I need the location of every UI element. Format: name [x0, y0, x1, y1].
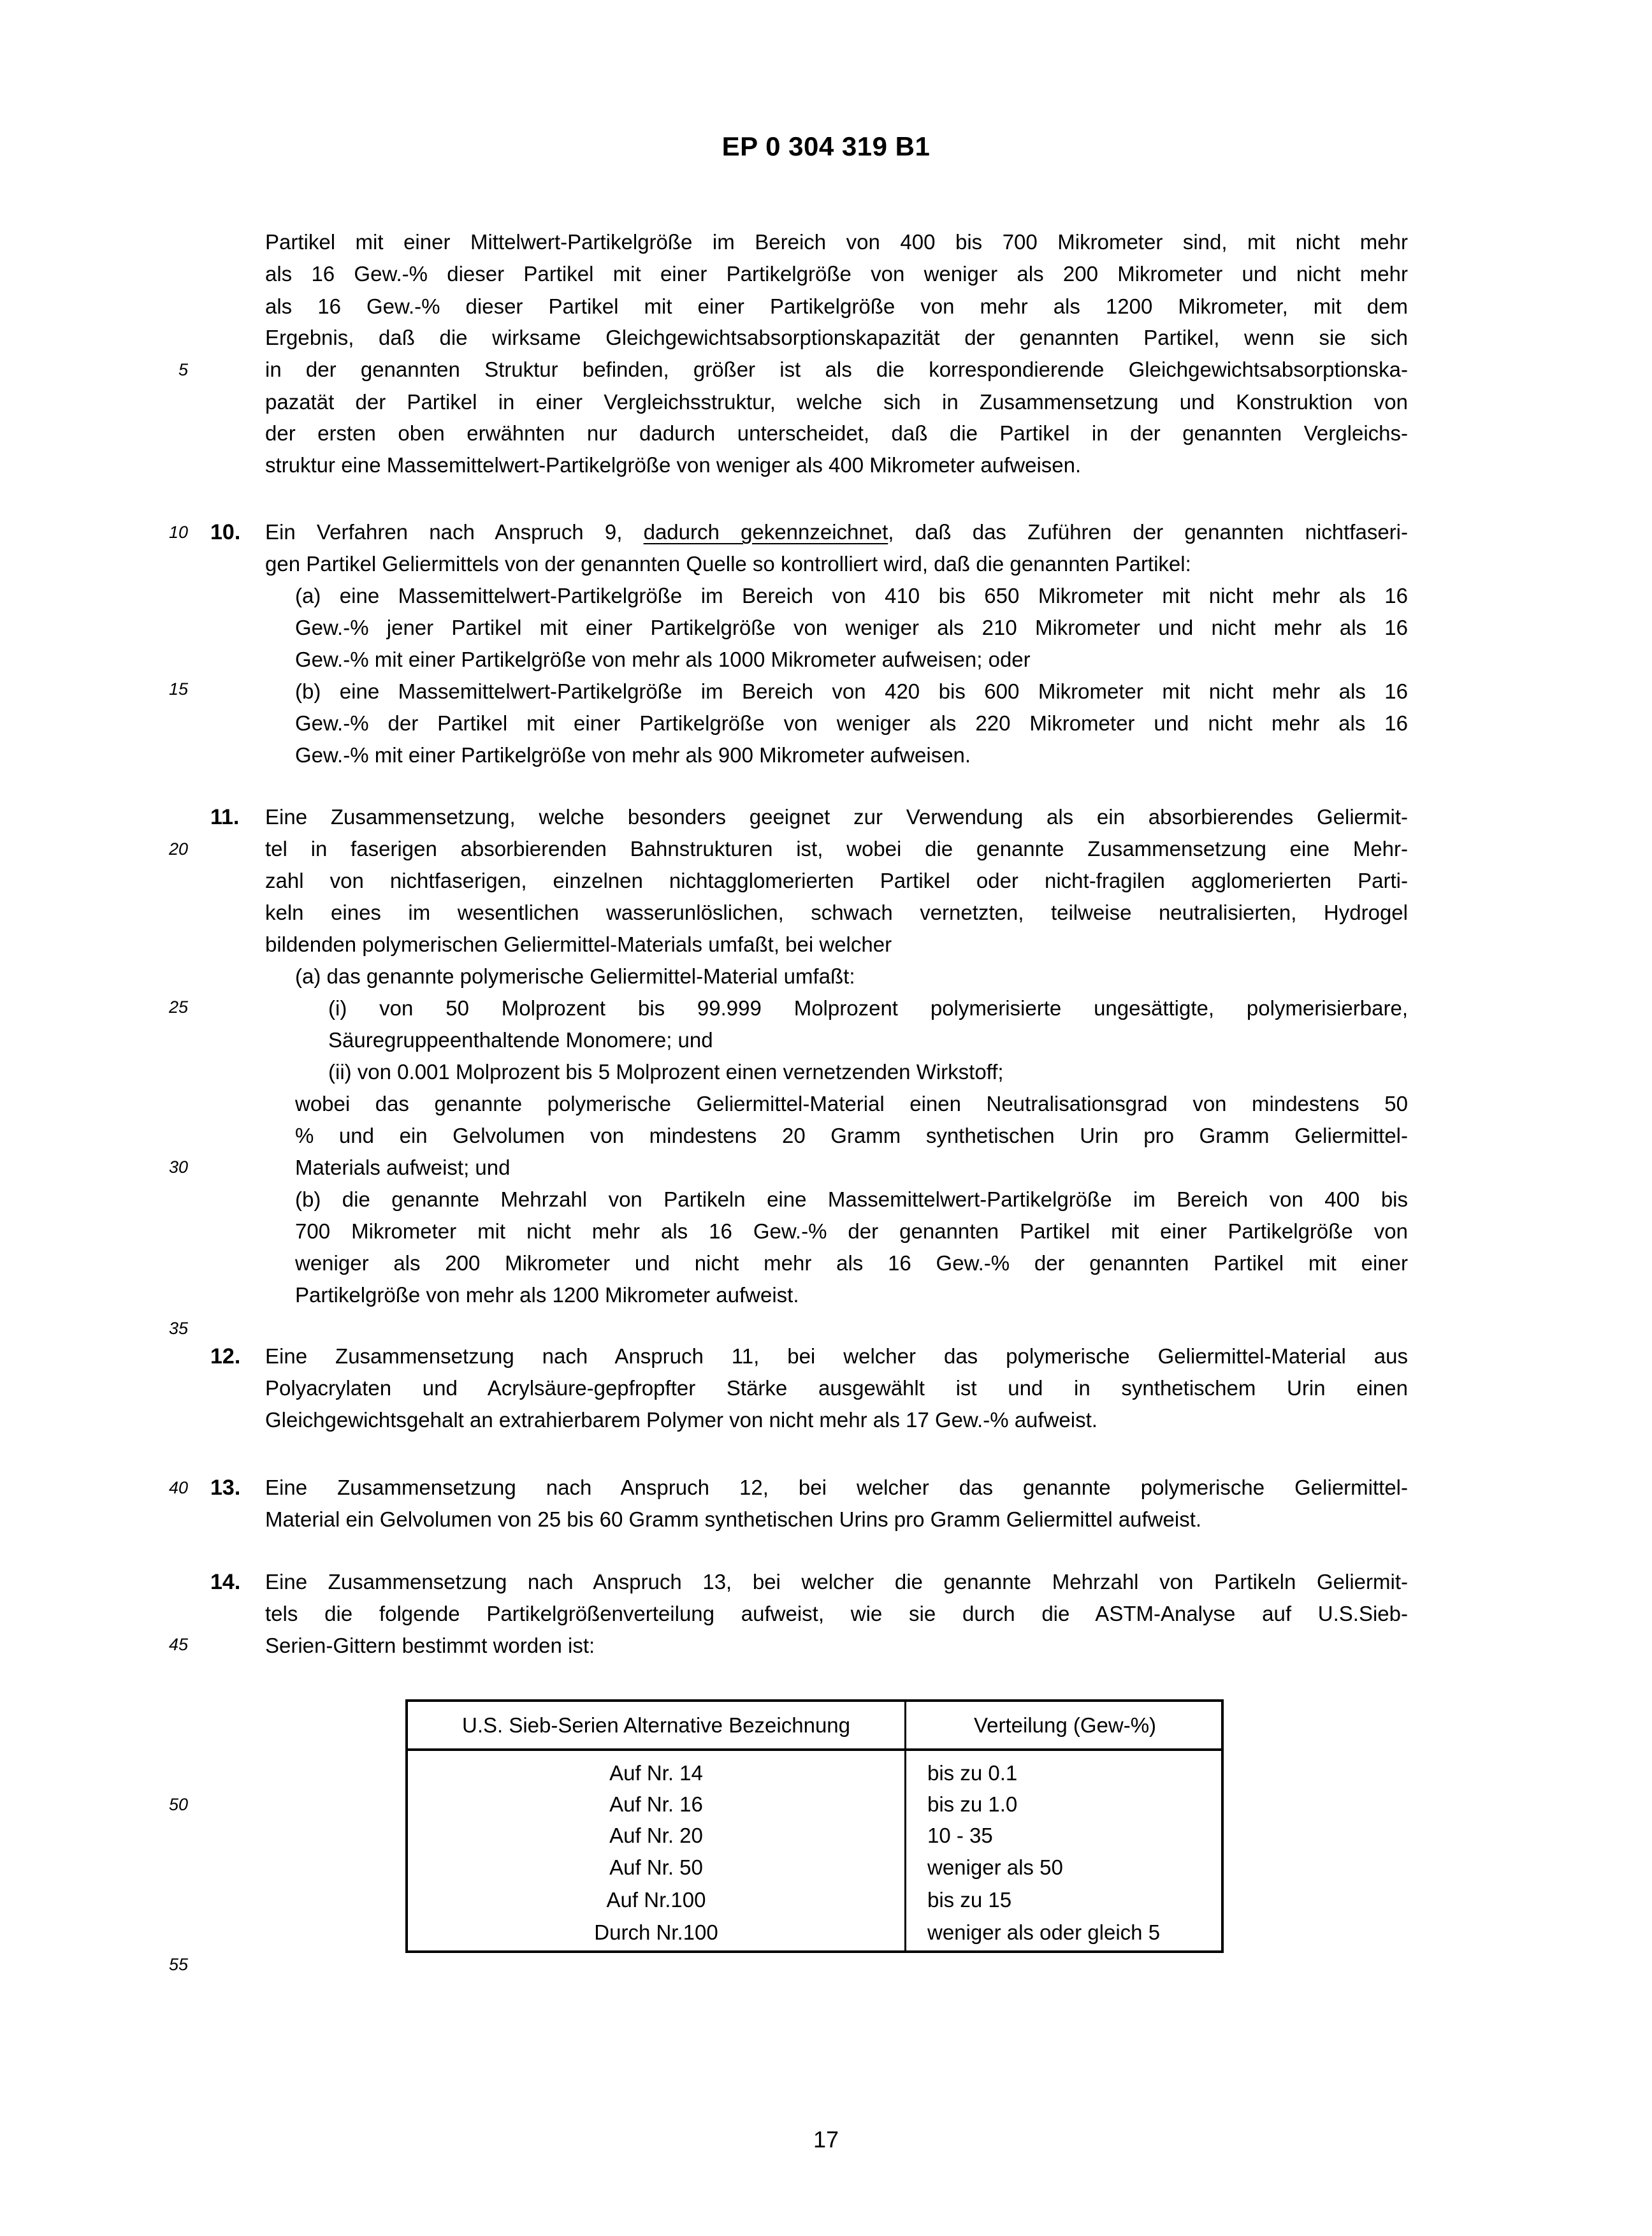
margin-line-number: 30	[168, 1158, 188, 1177]
text-line: % und ein Gelvolumen von mindestens 20 Gramm synthetischen Urin pro Gramm Geliermittel-	[295, 1124, 1408, 1147]
claim-number: 14.	[210, 1570, 241, 1594]
margin-line-number: 50	[168, 1795, 188, 1814]
page-number: 17	[813, 2126, 839, 2153]
text-line: gen Partikel Geliermittels von der genannten Quelle so kontrolliert wird, daß die genannten Partikel:	[265, 552, 1191, 576]
text-span: , daß das Zuführen der genannten nichtfaseri-	[888, 520, 1408, 544]
text-line: Eine Zusammensetzung, welche besonders geeignet zur Verwendung als ein absorbierendes Geliermit-	[265, 805, 1408, 829]
text-line: (b) die genannte Mehrzahl von Partikeln eine Massemittelwert-Partikelgröße im Bereich von 400 bis	[295, 1187, 1408, 1211]
margin-line-number: 55	[168, 1955, 188, 1974]
characterizing-phrase: dadurch gekennzeichnet	[643, 520, 888, 544]
text-line: Serien-Gittern bestimmt worden ist:	[265, 1634, 595, 1657]
claim-number: 12.	[210, 1344, 241, 1368]
text-line: struktur eine Massemittelwert-Partikelgröße von weniger als 400 Mikrometer aufweisen.	[265, 453, 1082, 477]
margin-line-number: 40	[168, 1478, 188, 1497]
text-line: Gew.-% mit einer Partikelgröße von mehr als 1000 Mikrometer aufweisen; oder	[295, 648, 1031, 671]
header-divider	[408, 1748, 1221, 1751]
table-cell-distribution: weniger als oder gleich 5	[927, 1920, 1161, 1944]
text-line: Partikelgröße von mehr als 1200 Mikrometer aufweist.	[295, 1283, 799, 1307]
text-line: Polyacrylaten und Acrylsäure-gepfropfter Stärke ausgewählt ist und in synthetischem Urin einen	[265, 1376, 1408, 1400]
text-line: Eine Zusammensetzung nach Anspruch 11, bei welcher das polymerische Geliermittel-Material aus	[265, 1344, 1408, 1368]
table-cell-sieve: Auf Nr. 16	[609, 1792, 703, 1816]
text-line: 700 Mikrometer mit nicht mehr als 16 Gew.-% der genannten Partikel mit einer Partikelgröße von	[295, 1219, 1408, 1243]
claim-number: 10.	[210, 520, 241, 544]
table-cell-distribution: 10 - 35	[927, 1824, 993, 1847]
claim-number: 11.	[210, 805, 240, 829]
margin-line-number: 45	[168, 1635, 188, 1654]
margin-line-number: 20	[168, 839, 188, 859]
text-line: (b) eine Massemittelwert-Partikelgröße im Bereich von 420 bis 600 Mikrometer mit nicht mehr als 16	[295, 679, 1408, 703]
claim-number: 13.	[210, 1476, 241, 1500]
text-line: (a) das genannte polymerische Geliermittel-Material umfaßt:	[295, 964, 855, 988]
table-cell-sieve: Durch Nr.100	[594, 1920, 718, 1944]
text-line: wobei das genannte polymerische Geliermittel-Material einen Neutralisationsgrad von mindestens 50	[295, 1092, 1408, 1115]
text-line: Materials aufweist; und	[295, 1156, 511, 1179]
table-cell-sieve: Auf Nr.100	[606, 1888, 706, 1912]
text-line: (ii) von 0.001 Molprozent bis 5 Molprozent einen vernetzenden Wirkstoff;	[328, 1060, 1004, 1084]
text-line: Eine Zusammensetzung nach Anspruch 12, bei welcher das genannte polymerische Geliermittel-	[265, 1476, 1408, 1499]
text-line: Eine Zusammensetzung nach Anspruch 13, bei welcher die genannte Mehrzahl von Partikeln Geliermit-	[265, 1570, 1408, 1594]
text-line	[265, 516, 1408, 548]
table-header-sieve-designation: U.S. Sieb-Serien Alternative Bezeichnung	[461, 1713, 851, 1737]
table-cell-distribution: bis zu 1.0	[927, 1792, 1018, 1816]
table-cell-distribution: bis zu 15	[927, 1888, 1012, 1912]
text-line: (a) eine Massemittelwert-Partikelgröße im Bereich von 410 bis 650 Mikrometer mit nicht mehr als 16	[295, 584, 1408, 607]
text-line: Gleichgewichtsgehalt an extrahierbarem Polymer von nicht mehr als 17 Gew.-% aufweist.	[265, 1408, 1098, 1432]
text-line: Gew.-% jener Partikel mit einer Partikelgröße von weniger als 210 Mikrometer und nicht mehr als 16	[295, 616, 1408, 639]
sieve-distribution-table	[405, 1699, 1224, 1953]
text-line: Säuregruppeenthaltende Monomere; und	[328, 1028, 713, 1052]
margin-line-number: 35	[168, 1319, 188, 1338]
text-line: keln eines im wesentlichen wasserunlöslichen, schwach vernetzten, teilweise neutralisierten, Hydrogel	[265, 901, 1408, 924]
text-line: Gew.-% der Partikel mit einer Partikelgröße von weniger als 220 Mikrometer und nicht mehr als 16	[295, 711, 1408, 735]
text-line: Ergebnis, daß die wirksame Gleichgewichtsabsorptionskapazität der genannten Partikel, wenn sie sich	[265, 326, 1408, 349]
text-line: Partikel mit einer Mittelwert-Partikelgröße im Bereich von 400 bis 700 Mikrometer sind, mit nicht mehr	[265, 230, 1408, 254]
margin-line-number: 25	[168, 998, 188, 1017]
text-line: tels die folgende Partikelgrößenverteilung aufweist, wie sie durch die ASTM-Analyse auf U.S.Sieb-	[265, 1602, 1408, 1625]
text-line: der ersten oben erwähnten nur dadurch unterscheidet, daß die Partikel in der genannten Vergleichs-	[265, 421, 1408, 445]
document-number-header: EP 0 304 319 B1	[721, 131, 931, 161]
table-header-distribution: Verteilung (Gew-%)	[973, 1713, 1157, 1737]
text-line: als 16 Gew.-% dieser Partikel mit einer Partikelgröße von weniger als 200 Mikrometer und nicht mehr	[265, 262, 1408, 286]
text-line: in der genannten Struktur befinden, größer ist als die korrespondierende Gleichgewichtsabsorptionska-	[265, 358, 1408, 381]
table-cell-sieve: Auf Nr. 50	[609, 1855, 703, 1879]
text-line: weniger als 200 Mikrometer und nicht mehr als 16 Gew.-% der genannten Partikel mit einer	[295, 1251, 1408, 1275]
text-line: Gew.-% mit einer Partikelgröße von mehr als 900 Mikrometer aufweisen.	[295, 743, 971, 767]
text-line: (i) von 50 Molprozent bis 99.999 Molprozent polymerisierte ungesättigte, polymerisierbare,	[328, 996, 1408, 1020]
table-cell-distribution: bis zu 0.1	[927, 1761, 1018, 1785]
text-span: Ein Verfahren nach Anspruch 9,	[265, 520, 644, 544]
margin-line-number: 10	[168, 523, 188, 542]
table-cell-distribution: weniger als 50	[927, 1855, 1063, 1879]
text-line: als 16 Gew.-% dieser Partikel mit einer Partikelgröße von mehr als 1200 Mikrometer, mit dem	[265, 294, 1408, 318]
table-cell-sieve: Auf Nr. 14	[609, 1761, 703, 1785]
margin-line-number: 15	[168, 679, 188, 699]
margin-line-number: 5	[178, 360, 188, 379]
text-line: bildenden polymerischen Geliermittel-Materials umfaßt, bei welcher	[265, 933, 892, 956]
text-line: tel in faserigen absorbierenden Bahnstrukturen ist, wobei die genannte Zusammensetzung eine Mehr-	[265, 837, 1408, 860]
text-line: zahl von nichtfaserigen, einzelnen nichtagglomerierten Partikel oder nicht-fragilen agglomerierten Parti-	[265, 869, 1408, 892]
text-line: Material ein Gelvolumen von 25 bis 60 Gramm synthetischen Urins pro Gramm Geliermittel aufweist.	[265, 1507, 1202, 1531]
table-cell-sieve: Auf Nr. 20	[609, 1824, 703, 1847]
text-line: pazatät der Partikel in einer Vergleichsstruktur, welche sich in Zusammensetzung und Konstruktion von	[265, 390, 1408, 414]
